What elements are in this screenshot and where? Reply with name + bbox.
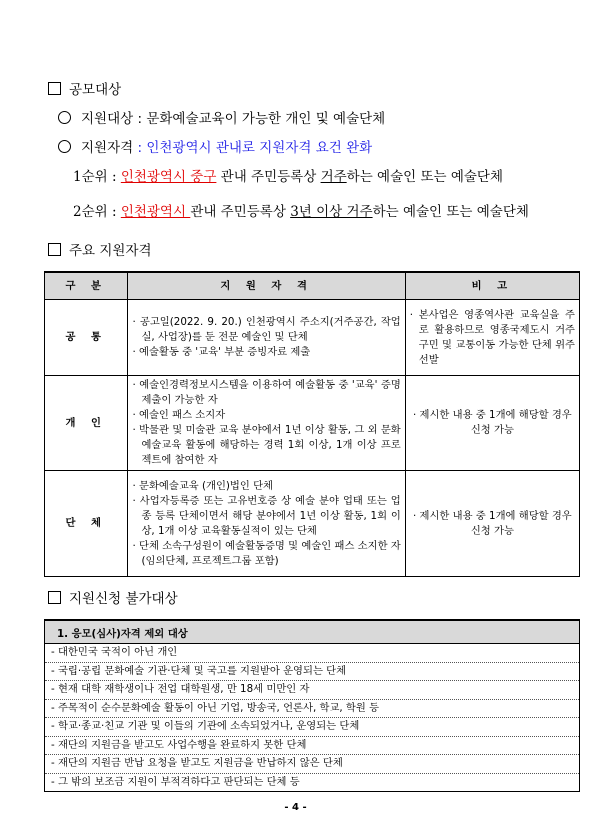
section-title: 지원신청 불가대상 <box>69 591 178 607</box>
rank-mid: 관내 주민등록상 <box>216 169 321 185</box>
qualification-line <box>58 136 372 156</box>
rank-residence: 3년 이상 거주 <box>290 204 373 220</box>
list-item: · 단체 소속구성원이 예술활동증명 및 예술인 패스 소지한 자(임의단체, 프로젝트그룹 포함) <box>132 539 401 567</box>
square-bullet-icon <box>48 243 61 256</box>
rank-tail: 하는 예술인 또는 예술단체 <box>372 204 529 220</box>
circle-bullet-icon <box>58 140 71 153</box>
note-text: · 제시한 내용 중 1개에 해당할 경우 신청 가능 <box>412 509 572 537</box>
list-item: - 그 밖의 보조금 지원이 부적격하다고 판단되는 단체 등 <box>51 775 300 788</box>
rank-2-line <box>73 200 529 220</box>
row-label: 공 통 <box>45 300 128 376</box>
header-note: 비 고 <box>405 272 579 300</box>
row-note <box>405 300 579 376</box>
table-row <box>45 471 580 577</box>
list-item: - 국립·공립 문화예술 기관·단체 및 국고를 지원받아 운영되는 단체 <box>45 663 579 682</box>
note-text: · 제시한 내용 중 1개에 해당할 경우 신청 가능 <box>412 409 572 436</box>
rank-tail: 하는 예술인 또는 예술단체 <box>346 169 503 185</box>
section-heading-ineligible <box>48 587 178 607</box>
target-value: 문화예술교육이 가능한 개인 및 예술단체 <box>146 111 386 127</box>
list-item: - 학교·종교·친교 기관 및 이들의 기관에 소속되었거나, 운영되는 단체 <box>45 718 579 737</box>
row-note <box>405 376 579 471</box>
rank-place: 인천광역시 <box>120 204 191 220</box>
separator: : <box>137 140 143 156</box>
section-heading-recruitment <box>48 78 121 98</box>
list-item: - 현재 대학 재학생이나 전업 대학원생, 만 18세 미만인 자 <box>45 681 579 700</box>
table-header-row <box>45 272 580 300</box>
section-heading-qualification <box>48 239 152 259</box>
list-item: · 사업자등록증 또는 고유번호증 상 예술 분야 업태 또는 업종 등록 단체이면서 해당 분야에서 1년 이상 활동, 1회 이상, 1개 이상 교육활동실적이 있는 단체 <box>132 494 401 537</box>
header-category: 구 분 <box>45 272 128 300</box>
list-item: · 예술인 패스 소지자 <box>132 409 226 421</box>
table-row <box>45 300 580 376</box>
list-item: · 문화예술교육 (개인)법인 단체 <box>132 479 273 492</box>
exclusion-box-title: 1. 응모(심사)자격 제외 대상 <box>45 621 579 644</box>
list-item: - 대한민국 국적이 아닌 개인 <box>45 644 579 663</box>
exclusion-box <box>44 619 580 792</box>
note-text: · 본사업은 영종역사관 교육실을 주로 활용하므로 영종국제도시 거주 구민 및 교통이동 가능한 단체 위주 선발 <box>409 308 575 366</box>
qualification-value: 인천광역시 관내로 지원자격 요건 완화 <box>146 140 373 156</box>
section-title: 주요 지원자격 <box>69 243 152 259</box>
rank-residence: 거주 <box>320 169 347 185</box>
list-item: · 공고일(2022. 9. 20.) 인천광역시 주소지(거주공간, 작업실, 사업장)를 둔 전문 예술인 및 단체 <box>132 316 401 343</box>
rank-1-line <box>73 165 503 185</box>
list-item: - 재단의 지원금 반납 요청을 받고도 지원금을 반납하지 않은 단체 <box>45 755 579 774</box>
rank-place: 인천광역시 중구 <box>120 169 217 185</box>
qualification-table <box>44 271 580 577</box>
circle-bullet-icon <box>58 111 71 124</box>
list-item: - 재단의 지원금을 받고도 사업수행을 완료하지 못한 단체 <box>45 737 579 756</box>
square-bullet-icon <box>48 82 61 95</box>
list-item: · 박물관 및 미술관 교육 분야에서 1년 이상 활동, 그 외 문화예술교육 활동에 해당하는 경력 1회 이상, 1개 이상 프로젝트에 참여한 자 <box>132 424 401 466</box>
row-note <box>405 471 579 577</box>
square-bullet-icon <box>48 591 61 604</box>
list-item: · 예술인경력정보시스템을 이용하여 예술활동 중 '교육' 증명 제출이 가능한 자 <box>132 379 401 406</box>
table-row <box>45 376 580 471</box>
rank-label: 1순위 : <box>73 169 117 185</box>
list-item: · 예술활동 중 '교육' 부분 증빙자료 제출 <box>132 346 311 358</box>
row-label: 단 체 <box>45 471 128 577</box>
list-item: - 주목적이 순수문화예술 활동이 아닌 기업, 방송국, 언론사, 학교, 학원 등 <box>45 700 579 719</box>
row-qualifications <box>128 300 405 376</box>
separator: : <box>137 111 143 127</box>
row-qualifications <box>128 376 405 471</box>
qualification-label: 지원자격 <box>81 140 134 156</box>
target-label: 지원대상 <box>81 111 134 127</box>
header-qualification: 지 원 자 격 <box>128 272 405 300</box>
rank-label: 2순위 : <box>73 204 117 220</box>
page-number: - 4 - <box>284 802 307 813</box>
target-line <box>58 107 385 127</box>
row-qualifications <box>128 471 405 577</box>
rank-mid: 관내 주민등록상 <box>190 204 291 220</box>
section-title: 공모대상 <box>69 82 122 98</box>
row-label: 개 인 <box>45 376 128 471</box>
